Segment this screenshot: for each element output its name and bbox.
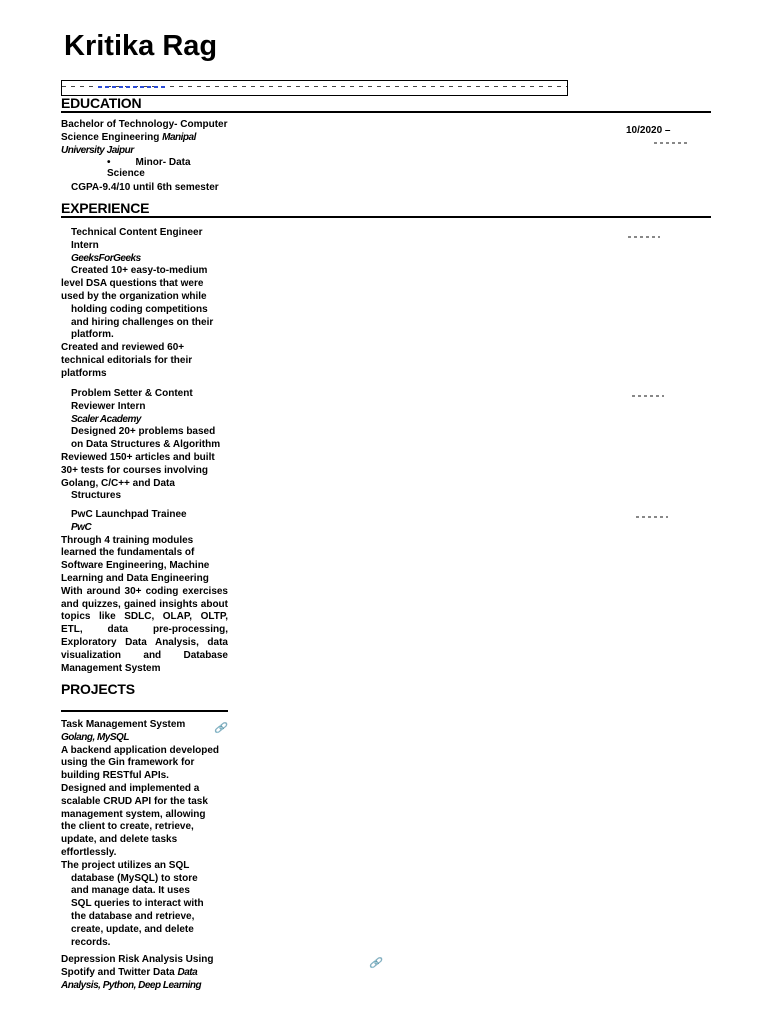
project-title: Task Management System: [61, 719, 186, 730]
minor-value: Science: [107, 168, 145, 180]
education-entry: [61, 119, 241, 195]
bullet: Structures: [71, 490, 122, 502]
bullet: Created and reviewed 60+ technical editorials for their platforms: [61, 342, 193, 379]
bullet: Designed and implemented a scalable CRUD API for the task management system, allowing the client to create, retrieve, update, and delete tasks effortlessly.: [61, 782, 208, 858]
role-title-cont: Intern: [71, 239, 99, 251]
role-title: Problem Setter & Content: [71, 388, 193, 399]
section-divider: [61, 216, 711, 218]
project-entry-depression-risk: [61, 954, 229, 992]
company-name: Scaler Academy: [71, 413, 141, 425]
education-date: 10/2020 –: [626, 125, 671, 136]
section-title-experience: EXPERIENCE: [61, 200, 150, 216]
contact-info-bar: [61, 80, 568, 96]
bullet: The project utilizes an SQL: [61, 859, 190, 871]
link-icon[interactable]: 🔗: [214, 723, 227, 734]
project-title: Depression Risk Analysis Using Spotify and Twitter Data: [61, 954, 214, 978]
section-title-education: EDUCATION: [61, 95, 142, 111]
role-title: PwC Launchpad Trainee: [71, 509, 187, 520]
experience-date: [636, 516, 668, 518]
company-name: PwC: [71, 521, 92, 533]
project-entry-task-management: [61, 719, 229, 949]
email-link[interactable]: [98, 86, 168, 88]
experience-entry-scaler: [61, 388, 229, 503]
link-icon[interactable]: 🔗: [369, 958, 382, 969]
company-name: GeeksForGeeks: [71, 252, 141, 264]
project-tech: Golang, MySQL: [61, 731, 129, 743]
minor: • Minor- Data: [107, 157, 191, 169]
experience-entry-pwc: [61, 509, 229, 675]
cgpa: CGPA-9.4/10 until 6th semester: [71, 181, 219, 193]
bullet: database (MySQL) to store and manage data. It uses SQL queries to interact with the database and retrieve, create, update, and delete records.: [71, 872, 204, 948]
bullet: Reviewed 150+ articles and built 30+ tests for courses involving Golang, C/C++ and Data: [61, 451, 215, 489]
project-tech: Data Analysis, Python, Deep Learning: [61, 966, 202, 991]
section-divider: [61, 710, 228, 712]
experience-entry-gfg: [61, 227, 221, 381]
section-divider: [61, 111, 711, 113]
experience-date: [628, 236, 660, 238]
bullet: With around 30+ coding exercises and quizzes, gained insights about topics like SDLC, OLAP, OLTP, ETL, data pre-processing, Exploratory Data Analysis, data visualization and Database Management System: [61, 585, 228, 674]
experience-date: [632, 395, 664, 397]
education-date-end: [654, 142, 690, 144]
candidate-name: Kritika Rag: [64, 30, 218, 62]
section-title-projects: PROJECTS: [61, 681, 135, 697]
degree: Bachelor of Technology- Computer Science Engineering Manipal University Jaipur: [61, 119, 228, 156]
role-title: Technical Content Engineer: [71, 227, 203, 238]
bullet: A backend application developed using the Gin framework for building RESTful APIs.: [61, 744, 219, 782]
bullet: holding coding competitions and hiring challenges on their platform.: [71, 303, 214, 341]
bullet: Created 10+ easy-to-medium level DSA questions that were used by the organization while: [61, 265, 208, 302]
bullet: Through 4 training modules learned the fundamentals of Software Engineering, Machine Learning and Data Engineering: [61, 534, 210, 584]
bullet: Designed 20+ problems based on Data Structures & Algorithm: [71, 426, 221, 451]
role-title-cont: Reviewer Intern: [71, 400, 146, 412]
